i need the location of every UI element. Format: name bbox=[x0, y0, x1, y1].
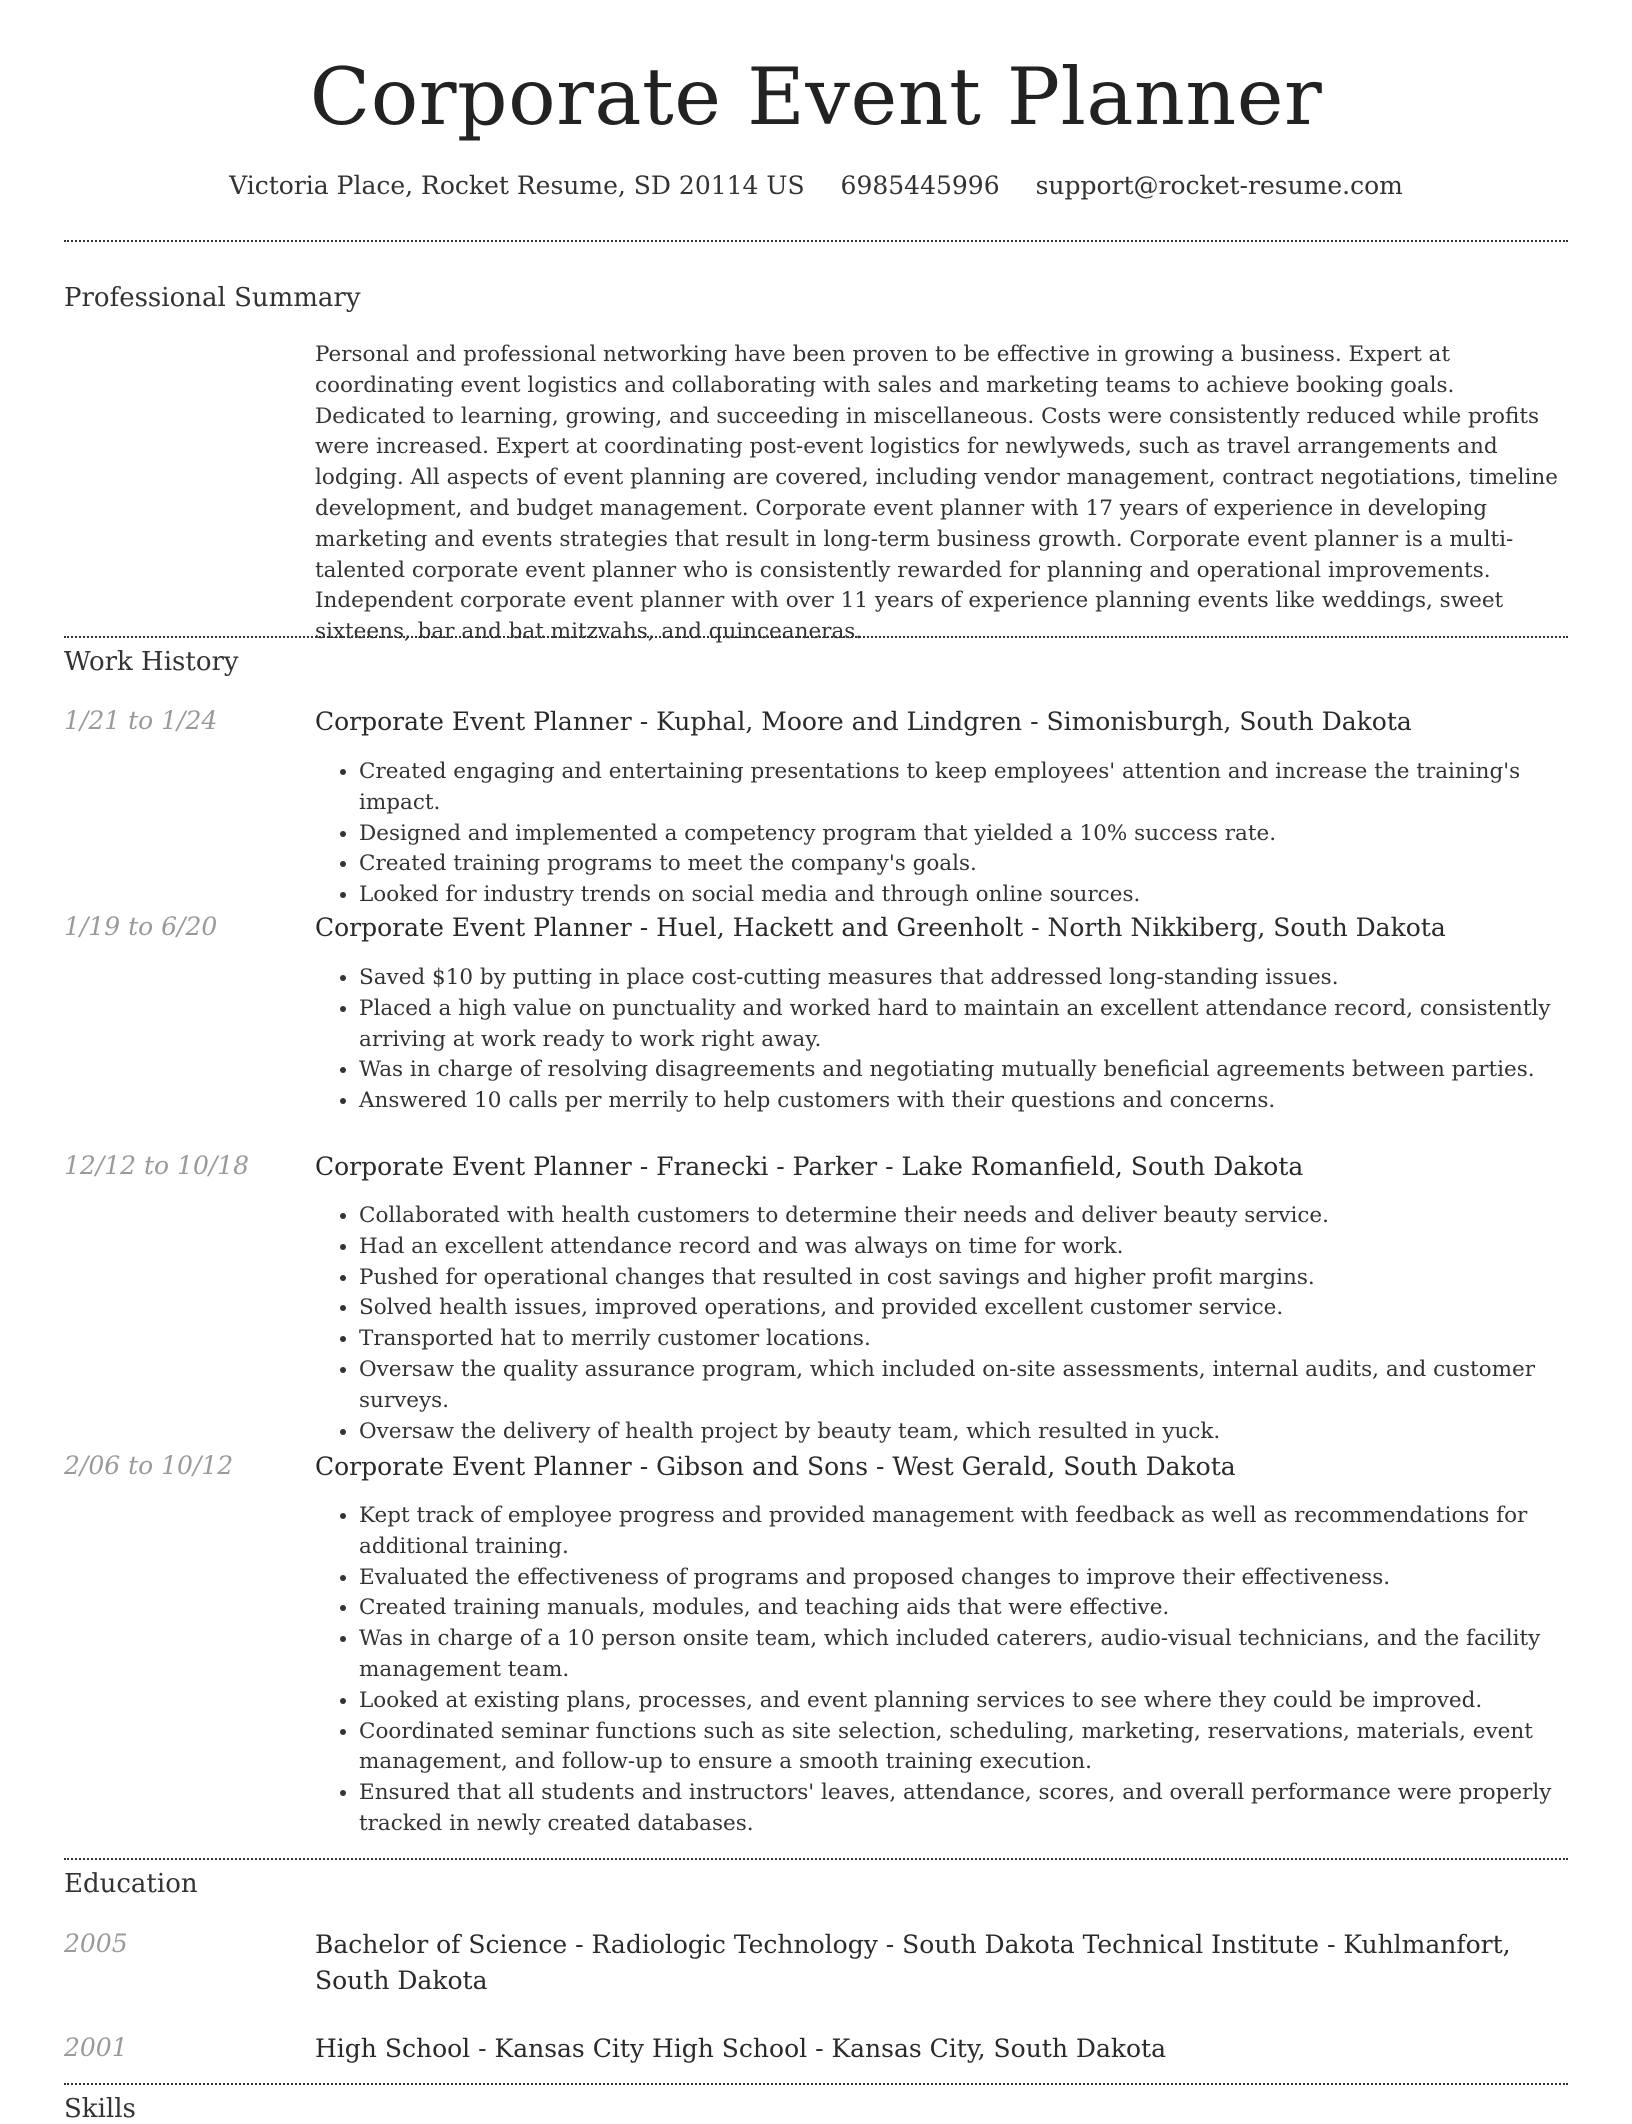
job-title: Corporate Event Planner - Franecki - Parker - Lake Romanfield, South Dakota bbox=[315, 1152, 1304, 1181]
contact-phone: 6985445996 bbox=[840, 171, 1000, 200]
divider bbox=[64, 240, 1568, 242]
job-title: Corporate Event Planner - Kuphal, Moore and Lindgren - Simonisburgh, South Dakota bbox=[315, 707, 1412, 736]
summary-text: Personal and professional networking have been proven to be effective in growing a business. Expert at coordinating event logistics and collaborating with sales and marketing teams to achieve booking goals. Dedicated to learning, growing, and succeeding in miscellaneous. Costs were consistently reduced while profits were increased. Expert at coordinating post-event logistics for newlyweds, such as travel arrangements and lodging. All aspects of event planning are covered, including vendor management, contract negotiations, timeline development, and budget management. Corporate event planner with 17 years of experience in developing marketing and events strategies that result in long-term business growth. Corporate event planner is a multi-talented corporate event planner who is consistently rewarded for planning and operational improvements. Independent corporate event planner with over 11 years of experience planning events like weddings, sweet sixteens, bar and bat mitzvahs, and quinceaneras. bbox=[315, 342, 1558, 645]
divider bbox=[64, 636, 1568, 638]
list-item: • Oversaw the quality assurance program, which included on-site assessments, internal audits, and customer surveys. bbox=[359, 1355, 1566, 1417]
list-item: • Created training manuals, modules, and teaching aids that were effective. bbox=[359, 1593, 1566, 1624]
list-item: • Collaborated with health customers to determine their needs and deliver beauty service. bbox=[359, 1201, 1566, 1232]
divider bbox=[64, 1858, 1568, 1860]
list-item: • Oversaw the delivery of health project by beauty team, which resulted in yuck. bbox=[359, 1417, 1566, 1448]
list-item: • Coordinated seminar functions such as site selection, scheduling, marketing, reservations, materials, event management, and follow-up to ensure a smooth training execution. bbox=[359, 1717, 1566, 1779]
list-item: • Was in charge of resolving disagreements and negotiating mutually beneficial agreements between parties. bbox=[359, 1055, 1566, 1086]
job-dates: 2/06 to 10/12 bbox=[64, 1451, 234, 1480]
job-title: Corporate Event Planner - Huel, Hackett and Greenholt - North Nikkiberg, South Dakota bbox=[315, 913, 1446, 942]
list-item: • Solved health issues, improved operations, and provided excellent customer service. bbox=[359, 1293, 1566, 1324]
candidate-name: Corporate Event Planner bbox=[309, 51, 1323, 143]
education-year: 2005 bbox=[64, 1929, 128, 1958]
list-item: • Had an excellent attendance record and was always on time for work. bbox=[359, 1232, 1566, 1263]
job-bullets bbox=[315, 757, 1566, 911]
education-title: Bachelor of Science - Radiologic Technology - South Dakota Technical Institute - Kuhlmanfort, South Dakota bbox=[315, 1930, 1511, 1995]
job-bullets bbox=[315, 1501, 1566, 1840]
section-title-skills: Skills bbox=[64, 2094, 136, 2124]
list-item: • Ensured that all students and instructors' leaves, attendance, scores, and overall performance were properly tracked in newly created databases. bbox=[359, 1778, 1566, 1840]
contact-address: Victoria Place, Rocket Resume, SD 20114 US bbox=[229, 171, 805, 200]
list-item: • Pushed for operational changes that resulted in cost savings and higher profit margins. bbox=[359, 1263, 1566, 1294]
job-dates: 12/12 to 10/18 bbox=[64, 1151, 250, 1180]
list-item: • Saved $10 by putting in place cost-cutting measures that addressed long-standing issues. bbox=[359, 963, 1566, 994]
job-dates: 1/21 to 1/24 bbox=[64, 706, 218, 735]
education-title: High School - Kansas City High School - Kansas City, South Dakota bbox=[315, 2034, 1167, 2063]
list-item: • Looked for industry trends on social media and through online sources. bbox=[359, 880, 1566, 911]
list-item: • Kept track of employee progress and provided management with feedback as well as recommendations for additional training. bbox=[359, 1501, 1566, 1563]
job-bullets bbox=[315, 1201, 1566, 1447]
list-item: • Created training programs to meet the company's goals. bbox=[359, 849, 1566, 880]
list-item: • Was in charge of a 10 person onsite team, which included caterers, audio-visual technicians, and the facility management team. bbox=[359, 1624, 1566, 1686]
job-title: Corporate Event Planner - Gibson and Sons - West Gerald, South Dakota bbox=[315, 1452, 1236, 1481]
job-dates: 1/19 to 6/20 bbox=[64, 912, 218, 941]
section-title-summary: Professional Summary bbox=[64, 283, 361, 313]
list-item: • Looked at existing plans, processes, and event planning services to see where they could be improved. bbox=[359, 1686, 1566, 1717]
divider bbox=[64, 2083, 1568, 2085]
list-item: • Answered 10 calls per merrily to help customers with their questions and concerns. bbox=[359, 1086, 1566, 1117]
list-item: • Transported hat to merrily customer locations. bbox=[359, 1324, 1566, 1355]
contact-email: support@rocket-resume.com bbox=[1035, 171, 1403, 200]
contact-line bbox=[64, 171, 1568, 200]
list-item: • Evaluated the effectiveness of programs and proposed changes to improve their effectiveness. bbox=[359, 1563, 1566, 1594]
education-year: 2001 bbox=[64, 2033, 128, 2062]
section-title-education: Education bbox=[64, 1869, 198, 1899]
job-bullets bbox=[315, 963, 1566, 1117]
list-item: • Designed and implemented a competency program that yielded a 10% success rate. bbox=[359, 819, 1566, 850]
section-title-work-history: Work History bbox=[64, 647, 239, 677]
list-item: • Created engaging and entertaining presentations to keep employees' attention and increase the training's impact. bbox=[359, 757, 1566, 819]
list-item: • Placed a high value on punctuality and worked hard to maintain an excellent attendance record, consistently arriving at work ready to work right away. bbox=[359, 994, 1566, 1056]
